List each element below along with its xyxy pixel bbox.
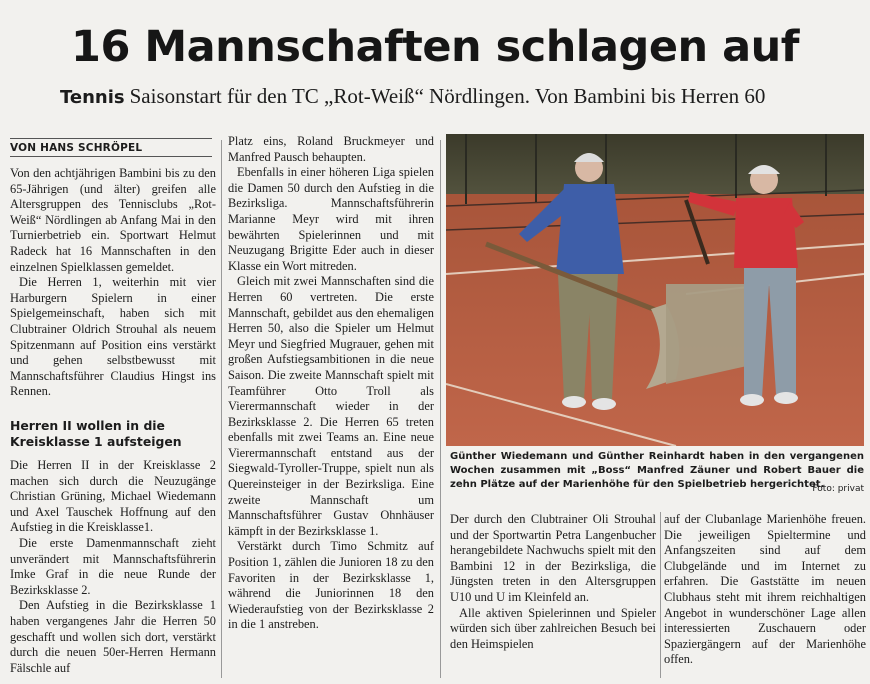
column-divider [221,140,222,678]
column-3 [450,512,656,680]
paragraph: Platz eins, Roland Bruckmeyer und Manfred Pausch behaupten. [228,134,434,164]
tennis-court-photo-icon [446,134,864,446]
photo-caption: Günther Wiedemann und Günther Reinhardt haben in den vergangenen Wochen zusammen mit „Boss“ Manfred Zäuner und Robert Bauer die zehn Plätze auf der Marienhöhe für den Spielbetrieb hergerichtet. [450,451,864,490]
paragraph: Verstärkt durch Timo Schmitz auf Position 1, zählen die Junioren 18 zu den Favoriten in der Bezirksklasse 1, während die Juniorinnen 18 den Wiederaufstieg von der Bezirksklasse 2 in die 1 anstreben. [228,539,434,632]
paragraph: Von den achtjährigen Bambini bis zu den 65-Jährigen (und älter) greifen alle Altersgruppen des Tennisclubs „Rot-Weiß“ Nördlingen ab Anfang Mai in den Turnierbetrieb ein. Sportwart Helmut Radeck hat 16 Mannschaften in den einzelnen Spielklassen gemeldet. [10,166,216,274]
paragraph: Alle aktiven Spielerinnen und Spieler würden sich über zahlreichen Besuch bei den Heimspielen [450,605,656,651]
subheadline [60,84,850,109]
paragraph: Die Herren II in der Kreisklasse 2 machen sich durch die Neuzugänge Christian Grüning, Michael Wiedemann und Axel Tauschek Hoffnung auf den Aufstieg in die Kreisklasse1. [10,458,216,535]
paragraph: Der durch den Clubtrainer Oli Strouhal und der Sportwartin Petra Langenbucher herangebildete Nachwuchs spielt mit den Bambini 12 in der Bezirksliga, die Jüngsten treten in den Altersgruppen U10 und U im Kleinfeld an. [450,512,656,604]
subheadline-text: Saisonstart für den TC „Rot-Weiß“ Nördlingen. Von Bambini bis Herren 60 [129,84,766,108]
paragraph: Ebenfalls in einer höheren Liga spielen die Damen 50 durch den Aufstieg in die Bezirksliga. Mannschaftsführerin Marianne Meyr wird mit ihren bewährten Spielerinnen und mit Neuzugang Brigitte Eder auch in dieser Klasse ein Wort mitreden. [228,165,434,273]
column-1-continued [10,458,216,678]
paragraph: auf der Clubanlage Marienhöhe freuen. Die jeweiligen Spieltermine und Anfangszeiten sind auf dem Clubgelände und im Internet zu erfahren. Die Gaststätte im neuen Clubhaus steht mit ihrem reichhaltigen Angebot in wunderschöner Lage allen interessierten Zuschauern oder Spaziergängern auf der Marienhöhe offen. [664,512,866,667]
paragraph: Die erste Damenmannschaft zieht unverändert mit Mannschaftsführerin Imke Graf in die neue Runde der Bezirksklasse 2. [10,535,216,597]
column-divider [440,140,441,678]
paragraph: Gleich mit zwei Mannschaften sind die Herren 60 vertreten. Die erste Mannschaft, gebildet aus den ehemaligen Herren 50, also die Spieler um Helmut Meyr und Siegfried Mugrauer, gehen mit großen Aufstiegsambitionen in die neue Saison. Die zweite Mannschaft spielt mit Teamführer Otto Troll als Vierermannschaft wieder in der Bezirksklasse 2. Die Herren 65 treten ebenfalls mit zwei Teams an. Eine neue Vierermannschaft entstand aus der Siegwald-Tyroller-Truppe, spielt nun als Quereinsteiger in der Bezirksliga. Eine zweite Mannschaft um Mannschaftsführer Gustav Ohnhäuser kämpft in der Bezirksklasse 1. [228,274,434,538]
kicker: Tennis [60,87,125,108]
section-subhead: Herren II wollen in die Kreisklasse 1 aufsteigen [10,418,182,449]
byline: VON HANS SCHRÖPEL [10,138,212,157]
headline: 16 Mannschaften schlagen auf [71,22,799,72]
paragraph: Die Herren 1, weiterhin mit vier Harburgern Spielern in einer Spielgemeinschaft, haben sich mit Clubtrainer Oldrich Strouhal als neuem Spitzenmann auf Position eins verstärkt und gehen selbstbewusst mit Mannschaftsführer Claudius Hingst ins Rennen. [10,275,216,399]
column-4 [664,512,866,680]
photo-credit: Foto: privat [812,484,864,494]
tennis-court-photo [446,134,864,446]
column-2 [228,134,434,680]
column-divider [660,512,661,678]
paragraph: Den Aufstieg in die Bezirksklasse 1 haben vergangenes Jahr die Herren 50 geschafft und wollen sich dort, verstärkt durch die neuen 50er-Herren Hermann Fälschle auf [10,598,216,675]
column-1 [10,166,216,422]
